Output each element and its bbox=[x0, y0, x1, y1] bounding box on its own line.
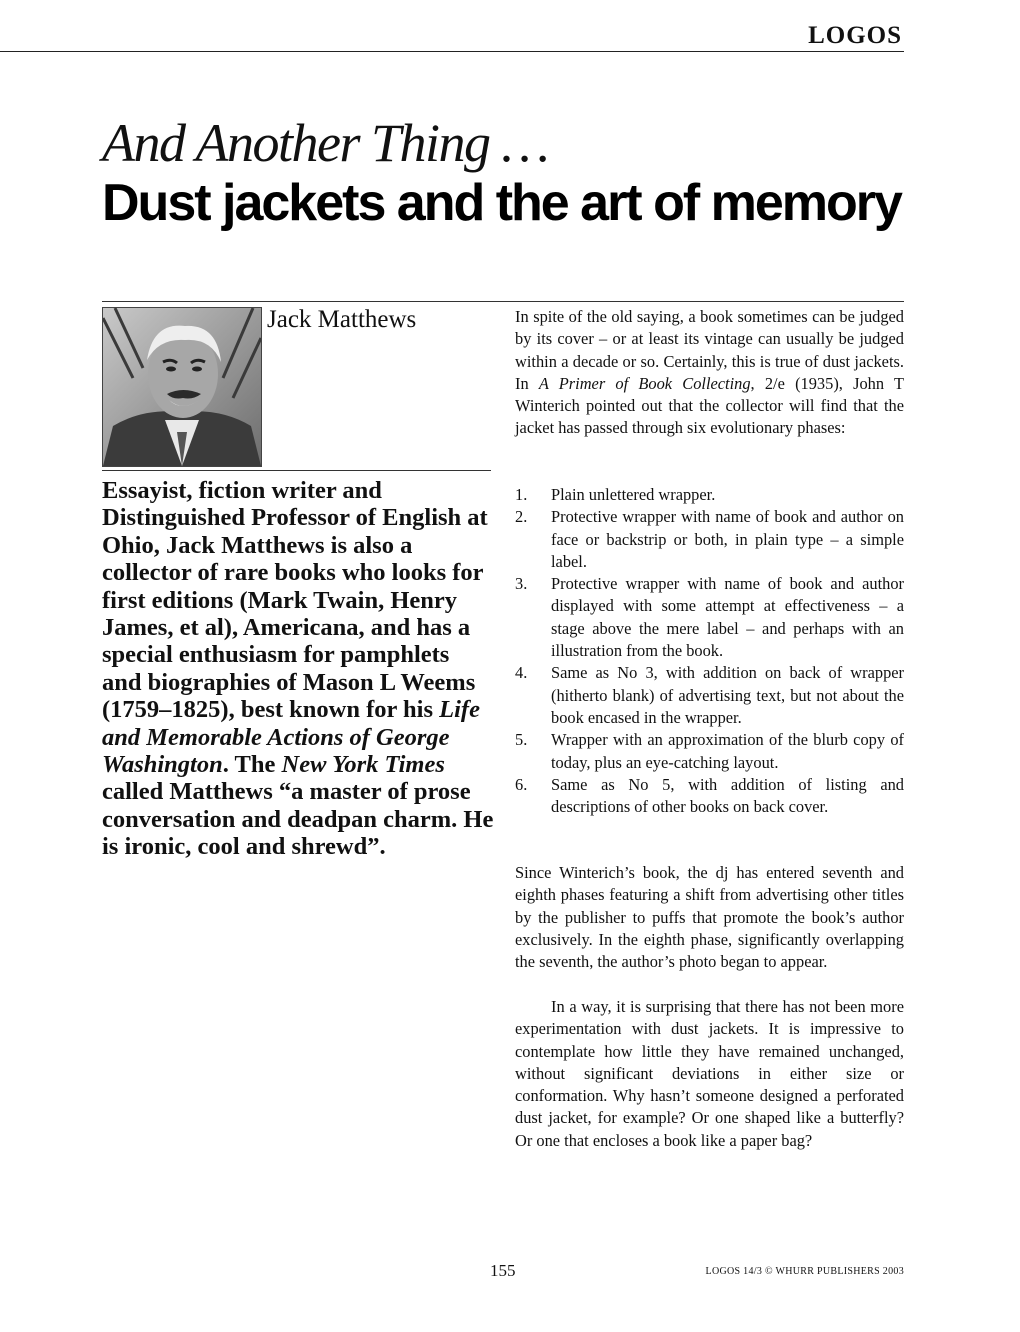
bio-book-title: Life and Memorable Actions of George Washington bbox=[102, 696, 480, 779]
phases-list bbox=[515, 484, 904, 818]
list-item-number: 2. bbox=[515, 507, 528, 527]
bio-text-3: called Matthews “a master of prose conversation and deadpan charm. He is ironic, cool and shrewd”. bbox=[102, 778, 494, 861]
copyright-line: LOGOS 14/3 © WHURR PUBLISHERS 2003 bbox=[705, 1266, 904, 1277]
list-item-number: 4. bbox=[515, 663, 528, 683]
bio-newspaper: New York Times bbox=[281, 751, 445, 779]
list-item-text: Plain unlettered wrapper. bbox=[551, 485, 716, 504]
page-number: 155 bbox=[490, 1261, 516, 1280]
author-name: Jack Matthews bbox=[267, 306, 417, 333]
journal-header: LOGOS bbox=[808, 22, 902, 49]
body-paragraph-3: In a way, it is surprising that there has not been more experimentation with dust jackets. It is impressive to contemplate how little they have remained unchanged, without significant deviations in either size or conformation. Why hasn’t someone designed a perforated dust jacket, for example? Or one shaped like a butterfly? Or one that encloses a book like a paper bag? bbox=[515, 997, 904, 1150]
list-item-text: Wrapper with an approximation of the blurb copy of today, plus an eye-catching layout. bbox=[551, 730, 904, 772]
list-item-number: 6. bbox=[515, 774, 528, 794]
body-paragraph-1 bbox=[515, 306, 904, 440]
bio-text-2: . The bbox=[222, 751, 282, 779]
list-item-text: Same as No 5, with addition of listing and descriptions of other books on back cover. bbox=[551, 774, 904, 817]
list-item bbox=[515, 484, 904, 506]
list-item bbox=[515, 774, 904, 819]
article-title: Dust jackets and the art of memory bbox=[102, 174, 901, 232]
list-item bbox=[515, 573, 904, 662]
list-item-text: Protective wrapper with name of book and author on face or backstrip or both, in plain type – a simple label. bbox=[551, 507, 904, 571]
header-rule bbox=[0, 51, 904, 52]
list-item-text: Protective wrapper with name of book and author displayed with some attempt at effectiveness – a stage above the mere label – and perhaps with an illustration from the book. bbox=[551, 574, 904, 661]
list-item-number: 3. bbox=[515, 574, 528, 594]
p1-text-b: , 2/e (1935), John T Winterich pointed out that the collector will find that the jacket has passed through six evolutionary phases: bbox=[515, 373, 904, 438]
list-item-number: 5. bbox=[515, 730, 528, 750]
list-item-number: 1. bbox=[515, 485, 528, 504]
article-kicker: And Another Thing … bbox=[102, 113, 549, 173]
list-item bbox=[515, 662, 904, 729]
author-portrait-image bbox=[103, 308, 261, 466]
list-item-text: Same as No 3, with addition on back of wrapper (hitherto blank) of advertising text, but not about the book encased in the wrapper. bbox=[551, 663, 904, 727]
title-rule bbox=[102, 301, 904, 302]
bio-text-1: Essayist, fiction writer and Distinguished Professor of English at Ohio, Jack Matthews is also a collector of rare books who looks for first editions (Mark Twain, Henry James, et al), Americana, and has a special enthusiasm for pamphlets and biographies of Mason L Weems (1759–1825), best known for his bbox=[102, 477, 488, 724]
p1-book-title: A Primer of Book Collecting bbox=[538, 373, 751, 393]
list-item bbox=[515, 506, 904, 573]
list-item bbox=[515, 729, 904, 774]
author-photo bbox=[102, 307, 262, 467]
bio-rule bbox=[102, 470, 491, 471]
body-paragraph-2: Since Winterich’s book, the dj has entered seventh and eighth phases featuring a shift from advertising other titles by the publisher to puffs that promote the book’s author exclusively. In the eighth phase, significantly overlapping the seventh, the author’s photo began to appear. bbox=[515, 863, 904, 972]
author-bio bbox=[102, 477, 494, 861]
p1-text-a: In spite of the old saying, a book sometimes can be judged by its cover – or at least its vintage can usually be judged within a decade or so. Certainly, this is true of dust jackets. In bbox=[515, 307, 904, 393]
